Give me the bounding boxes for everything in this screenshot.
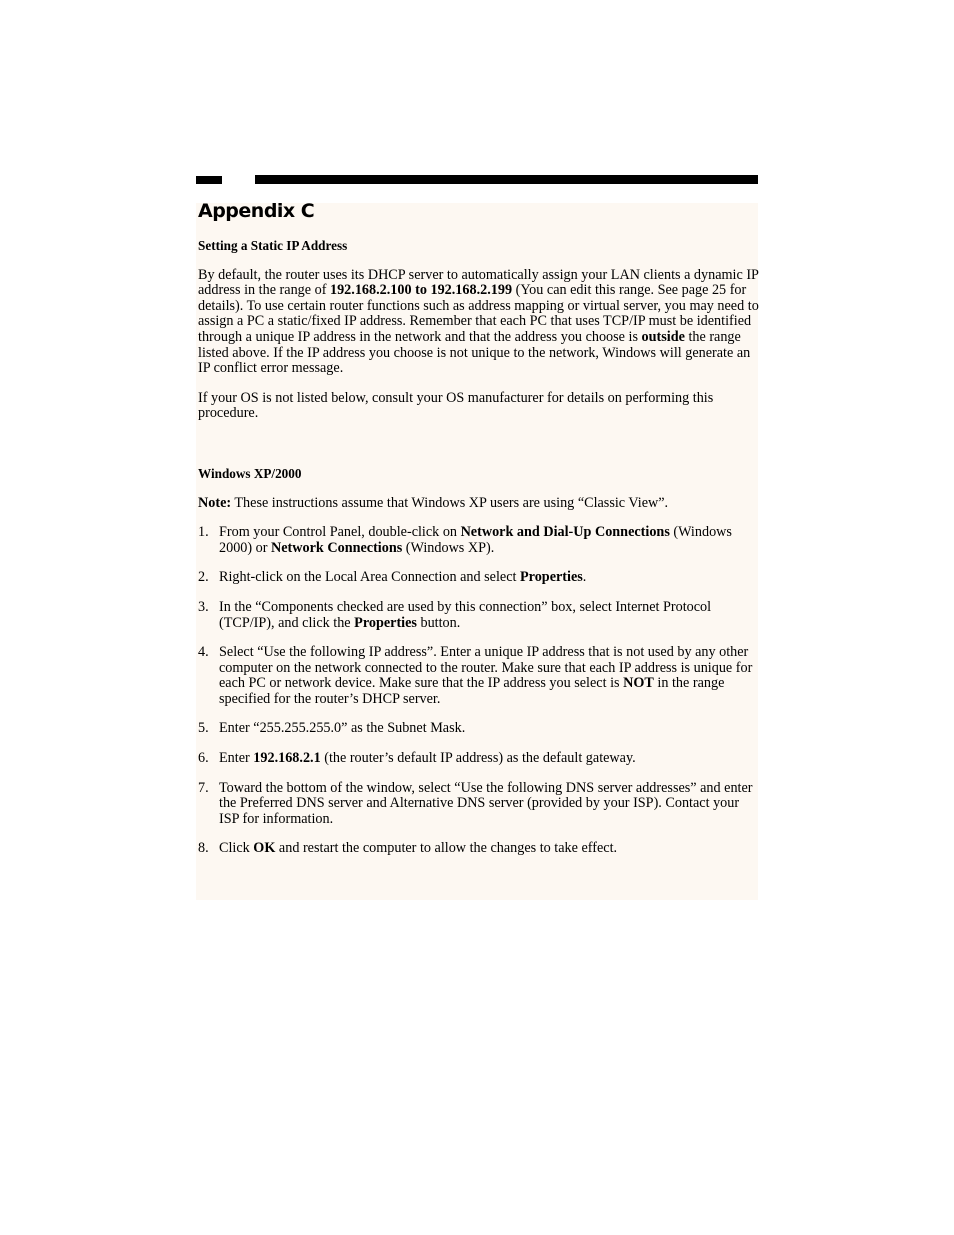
step-text: .: [582, 569, 587, 586]
os-paragraph: If your OS is not listed below, consult your OS manufacturer for details on performing this procedure.: [198, 389, 714, 422]
step-text: Enter “255.255.255.0” as the Subnet Mask.: [219, 720, 466, 737]
note-label: Note:: [198, 494, 232, 511]
step-item: [198, 645, 760, 707]
note-text: These instructions assume that Windows XP users are using “Classic View”.: [231, 494, 669, 511]
step-text: Right-click on the Local Area Connection and select: [219, 569, 520, 586]
step-text: Click: [219, 840, 254, 857]
step-item: [198, 600, 760, 631]
text-run: the range listed above. If the IP address you choose is not unique to the network, Windows will generate an IP conflict error message.: [198, 328, 751, 377]
step-bold-text: OK: [253, 840, 276, 857]
step-text: From your Control Panel, double-click on: [219, 524, 461, 541]
text-run: By default, the router uses its DHCP server to automatically assign your LAN clients a dynamic IP address in the range of: [198, 266, 759, 299]
step-number: 6.: [198, 750, 209, 767]
step-bold-text: Network and Dial-Up Connections: [460, 524, 670, 541]
step-text: In the “Components checked are used by this connection” box, select Internet Protocol (TCP/IP), and click the: [219, 598, 712, 631]
step-text: (the router’s default IP address) as the default gateway.: [320, 750, 636, 767]
section-heading-static-ip: Setting a Static IP Address: [198, 238, 348, 253]
step-text: (Windows XP).: [402, 539, 495, 556]
step-item: [198, 525, 760, 556]
step-bold-text: 192.168.2.1: [253, 750, 321, 767]
step-number: 8.: [198, 840, 209, 857]
step-text: Select “Use the following IP address”. Enter a unique IP address that is not used by any other computer on the network connected to the router. Make sure that each IP address is unique for each PC or network device. Make sure that the IP address you select is: [219, 644, 753, 692]
header-rule-long: [255, 175, 758, 184]
step-number: 3.: [198, 598, 209, 615]
steps-list: [198, 525, 760, 857]
step-text: (Windows 2000) or: [219, 524, 732, 556]
step-number: 2.: [198, 569, 209, 586]
step-item: [198, 781, 760, 828]
text-run: (You can edit this range. See page 25 for details). To use certain router functions such as address mapping or virtual server, you may need to assign a PC a static/fixed IP address. Remember that each PC that uses TCP/IP must be identified through a unique IP address in the network and that the address you choose is: [198, 282, 759, 345]
step-number: 1.: [198, 524, 209, 541]
step-bold-text: Properties: [354, 614, 417, 631]
page-content: [198, 238, 760, 857]
step-item: [198, 841, 760, 857]
emphasis-outside: outside: [641, 328, 685, 345]
step-item: [198, 721, 760, 737]
ip-range: 192.168.2.100 to 192.168.2.199: [329, 282, 513, 299]
step-text: Enter: [219, 750, 254, 767]
step-number: 4.: [198, 644, 209, 661]
step-bold-text: Properties: [520, 569, 583, 586]
intro-paragraph: [198, 268, 760, 377]
note-paragraph: [198, 496, 760, 512]
step-text: and restart the computer to allow the changes to take effect.: [275, 840, 618, 857]
step-bold-text: NOT: [623, 675, 654, 692]
step-item: [198, 570, 760, 586]
header-rule-short: [196, 176, 222, 184]
step-text: button.: [416, 614, 461, 631]
step-bold-text: Network Connections: [271, 539, 403, 556]
section-heading-windows: Windows XP/2000: [198, 465, 302, 481]
appendix-title: Appendix C: [198, 200, 315, 222]
step-number: 7.: [198, 779, 209, 796]
step-text: in the range specified for the router’s DHCP server.: [219, 675, 725, 707]
step-item: [198, 751, 760, 767]
step-number: 5.: [198, 720, 209, 737]
step-text: Toward the bottom of the window, select “Use the following DNS server addresses” and enter the Preferred DNS server and Alternative DNS server (provided by your ISP). Contact your ISP for information.: [219, 779, 753, 827]
